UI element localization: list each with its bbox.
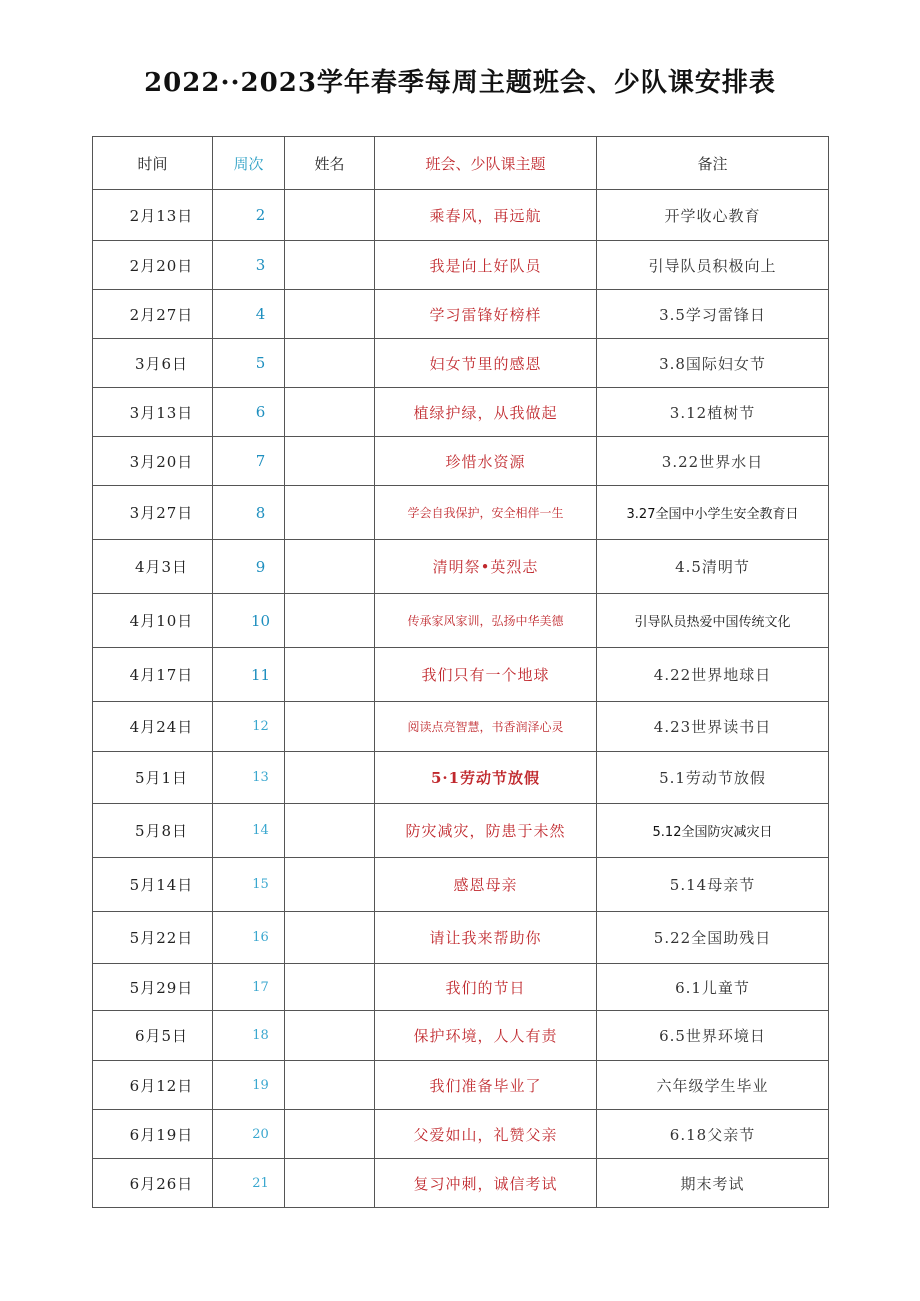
name-cell [285, 540, 375, 594]
name-cell [285, 858, 375, 912]
table-row [93, 486, 829, 540]
topic-cell: 父爱如山，礼赞父亲 [375, 1110, 597, 1159]
topic-cell: 乘春风，再远航 [375, 190, 597, 241]
name-cell [285, 1011, 375, 1061]
note-cell: 3.8国际妇女节 [597, 339, 829, 388]
header-row [93, 137, 829, 190]
date-cell: 3月20日 [93, 437, 213, 486]
week-cell: 11 [213, 648, 285, 702]
note-cell: 5.14母亲节 [597, 858, 829, 912]
note-cell: 期末考试 [597, 1159, 829, 1208]
date-cell: 5月8日 [93, 804, 213, 858]
name-cell [285, 594, 375, 648]
table-row [93, 1110, 829, 1159]
week-cell: 7 [213, 437, 285, 486]
date-cell: 6月12日 [93, 1061, 213, 1110]
week-cell: 21 [213, 1159, 285, 1208]
note-cell: 开学收心教育 [597, 190, 829, 241]
topic-cell: 复习冲刺，诚信考试 [375, 1159, 597, 1208]
date-cell: 5月22日 [93, 912, 213, 964]
name-cell [285, 1110, 375, 1159]
date-cell: 6月26日 [93, 1159, 213, 1208]
date-cell: 4月10日 [93, 594, 213, 648]
date-cell: 3月6日 [93, 339, 213, 388]
date-cell: 3月27日 [93, 486, 213, 540]
date-cell: 2月20日 [93, 241, 213, 290]
week-cell: 6 [213, 388, 285, 437]
table-row [93, 388, 829, 437]
note-cell: 引导队员热爱中国传统文化 [597, 594, 829, 648]
name-cell [285, 241, 375, 290]
name-cell [285, 1159, 375, 1208]
name-cell [285, 702, 375, 752]
table-row [93, 858, 829, 912]
table-row [93, 1159, 829, 1208]
table-row [93, 290, 829, 339]
note-cell: 3.12植树节 [597, 388, 829, 437]
topic-cell: 我们的节日 [375, 964, 597, 1011]
name-cell [285, 964, 375, 1011]
table-row [93, 964, 829, 1011]
date-cell: 3月13日 [93, 388, 213, 437]
note-cell: 6.1儿童节 [597, 964, 829, 1011]
name-cell [285, 290, 375, 339]
topic-cell: 学会自我保护，安全相伴一生 [375, 486, 597, 540]
table-row [93, 702, 829, 752]
topic-cell: 植绿护绿，从我做起 [375, 388, 597, 437]
topic-cell: 5·1劳动节放假 [375, 752, 597, 804]
note-cell: 4.5清明节 [597, 540, 829, 594]
date-cell: 4月24日 [93, 702, 213, 752]
date-cell: 5月14日 [93, 858, 213, 912]
table-row [93, 648, 829, 702]
note-cell: 6.18父亲节 [597, 1110, 829, 1159]
header-topic: 班会、少队课主题 [375, 137, 597, 190]
header-week: 周次 [213, 137, 285, 190]
note-cell: 六年级学生毕业 [597, 1061, 829, 1110]
name-cell [285, 648, 375, 702]
table-row [93, 1061, 829, 1110]
header-name: 姓名 [285, 137, 375, 190]
table-row [93, 804, 829, 858]
table-row [93, 339, 829, 388]
note-cell: 4.23世界读书日 [597, 702, 829, 752]
week-cell: 20 [213, 1110, 285, 1159]
topic-cell: 妇女节里的感恩 [375, 339, 597, 388]
week-cell: 10 [213, 594, 285, 648]
date-cell: 6月19日 [93, 1110, 213, 1159]
name-cell [285, 804, 375, 858]
week-cell: 9 [213, 540, 285, 594]
topic-cell: 请让我来帮助你 [375, 912, 597, 964]
name-cell [285, 1061, 375, 1110]
schedule-table [92, 136, 829, 1208]
name-cell [285, 912, 375, 964]
topic-cell: 感恩母亲 [375, 858, 597, 912]
topic-cell: 我们只有一个地球 [375, 648, 597, 702]
topic-cell: 珍惜水资源 [375, 437, 597, 486]
topic-cell: 清明祭•英烈志 [375, 540, 597, 594]
date-cell: 2月13日 [93, 190, 213, 241]
note-cell: 引导队员积极向上 [597, 241, 829, 290]
note-cell: 3.27全国中小学生安全教育日 [597, 486, 829, 540]
date-cell: 5月29日 [93, 964, 213, 1011]
week-cell: 18 [213, 1011, 285, 1061]
table-row [93, 752, 829, 804]
week-cell: 16 [213, 912, 285, 964]
date-cell: 6月5日 [93, 1011, 213, 1061]
note-cell: 4.22世界地球日 [597, 648, 829, 702]
date-cell: 2月27日 [93, 290, 213, 339]
week-cell: 13 [213, 752, 285, 804]
note-cell: 3.5学习雷锋日 [597, 290, 829, 339]
note-cell: 3.22世界水日 [597, 437, 829, 486]
week-cell: 14 [213, 804, 285, 858]
week-cell: 15 [213, 858, 285, 912]
note-cell: 5.1劳动节放假 [597, 752, 829, 804]
topic-cell: 我们准备毕业了 [375, 1061, 597, 1110]
week-cell: 12 [213, 702, 285, 752]
table-row [93, 594, 829, 648]
header-note: 备注 [597, 137, 829, 190]
week-cell: 3 [213, 241, 285, 290]
date-cell: 5月1日 [93, 752, 213, 804]
note-cell: 6.5世界环境日 [597, 1011, 829, 1061]
topic-cell: 防灾减灾，防患于未然 [375, 804, 597, 858]
note-cell: 5.22全国助残日 [597, 912, 829, 964]
name-cell [285, 388, 375, 437]
name-cell [285, 190, 375, 241]
table-row [93, 437, 829, 486]
week-cell: 19 [213, 1061, 285, 1110]
name-cell [285, 437, 375, 486]
topic-cell: 传承家风家训，弘扬中华美德 [375, 594, 597, 648]
table-row [93, 912, 829, 964]
topic-cell: 学习雷锋好榜样 [375, 290, 597, 339]
name-cell [285, 486, 375, 540]
name-cell [285, 752, 375, 804]
date-cell: 4月3日 [93, 540, 213, 594]
date-cell: 4月17日 [93, 648, 213, 702]
note-cell: 5.12全国防灾减灾日 [597, 804, 829, 858]
week-cell: 5 [213, 339, 285, 388]
topic-cell: 阅读点亮智慧，书香润泽心灵 [375, 702, 597, 752]
week-cell: 2 [213, 190, 285, 241]
week-cell: 8 [213, 486, 285, 540]
table-row [93, 190, 829, 241]
header-date: 时间 [93, 137, 213, 190]
table-row [93, 540, 829, 594]
page-title: 2022··2023学年春季每周主题班会、少队课安排表 [144, 68, 776, 98]
table-row [93, 1011, 829, 1061]
table-row [93, 241, 829, 290]
week-cell: 4 [213, 290, 285, 339]
name-cell [285, 339, 375, 388]
topic-cell: 我是向上好队员 [375, 241, 597, 290]
week-cell: 17 [213, 964, 285, 1011]
topic-cell: 保护环境，人人有责 [375, 1011, 597, 1061]
